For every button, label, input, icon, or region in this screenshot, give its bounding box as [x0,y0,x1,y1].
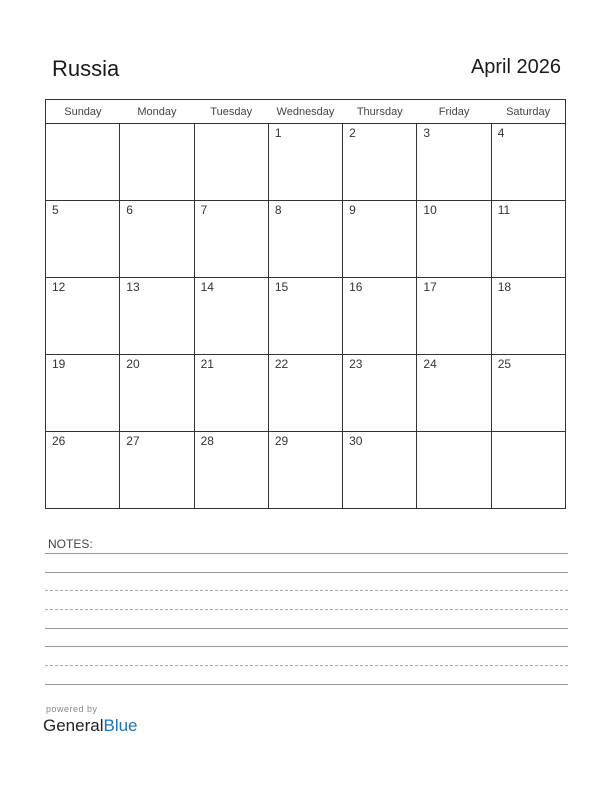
day-cell [46,278,120,355]
note-line [45,572,568,573]
notes-label: NOTES: [48,537,93,551]
day-number [46,124,119,142]
week-row [46,278,566,355]
day-cell [46,432,120,509]
day-number: 9 [349,203,356,217]
day-cell [343,432,417,509]
day-number [120,124,193,142]
day-number: 19 [52,357,66,371]
note-line [45,684,568,685]
day-number: 11 [497,203,511,217]
day-cell [120,355,194,432]
day-cell [194,201,268,278]
day-cell [417,432,491,509]
week-row [46,355,566,432]
day-number: 27 [126,434,140,448]
calendar-grid [45,99,566,509]
week-row [46,124,566,201]
month-title: April 2026 [470,56,561,78]
day-number: 10 [423,203,437,217]
day-number: 2 [349,126,356,140]
day-cell [268,201,342,278]
day-number: 23 [349,357,363,371]
day-cell [194,432,268,509]
generalblue-logo [43,716,138,736]
day-number: 18 [497,280,512,294]
day-cell [491,432,565,509]
day-cell [120,432,194,509]
day-number: 21 [200,357,214,371]
day-cell [417,278,491,355]
note-line [45,609,568,610]
day-cell [268,124,342,201]
day-number: 12 [52,280,66,294]
day-number: 8 [274,203,282,217]
week-row [46,432,566,509]
day-number [417,432,490,450]
day-number: 29 [274,434,289,448]
day-cell [491,124,565,201]
day-number: 28 [200,434,214,448]
day-cell [343,355,417,432]
weekday-header-row [46,100,566,124]
day-cell [46,124,120,201]
day-cell [343,278,417,355]
brand-blue: Blue [103,716,138,735]
day-number: 1 [274,126,282,140]
day-number: 25 [497,357,512,371]
note-line [45,590,568,591]
day-number: 3 [423,126,431,140]
powered-by-text: powered by [46,704,98,714]
day-cell [268,355,342,432]
day-cell [417,201,491,278]
day-cell [343,124,417,201]
brand-general: General [43,716,104,735]
note-line [45,646,568,647]
day-cell [120,201,194,278]
weekday-wednesday: Wednesday [268,100,342,124]
day-number: 14 [200,280,214,294]
day-cell [417,355,491,432]
day-number: 20 [126,357,140,371]
day-number: 30 [349,434,363,448]
day-number: 5 [52,203,59,217]
day-number: 15 [274,280,289,294]
day-number: 7 [200,203,208,217]
day-number: 26 [52,434,66,448]
day-cell [46,355,120,432]
day-number: 17 [423,280,437,294]
day-number [492,432,565,450]
weekday-thursday: Thursday [343,100,417,124]
day-cell [417,124,491,201]
day-cell [194,278,268,355]
day-number: 16 [349,280,363,294]
day-cell [194,124,268,201]
day-cell [120,278,194,355]
note-line [45,665,568,666]
week-row [46,201,566,278]
day-cell [46,201,120,278]
weekday-monday: Monday [120,100,194,124]
weekday-saturday: Saturday [491,100,565,124]
day-cell [343,201,417,278]
note-line [45,553,568,554]
day-cell [491,355,565,432]
day-cell [120,124,194,201]
day-number [195,124,268,142]
day-cell [491,201,565,278]
day-number: 4 [497,126,505,140]
weekday-sunday: Sunday [46,100,120,124]
weekday-tuesday: Tuesday [194,100,268,124]
day-cell [268,432,342,509]
day-number: 13 [126,280,140,294]
day-cell [194,355,268,432]
weekday-friday: Friday [417,100,491,124]
day-cell [268,278,342,355]
note-line [45,628,568,629]
day-number: 24 [423,357,437,371]
country-title: Russia [52,56,120,81]
day-cell [491,278,565,355]
day-number: 6 [126,203,133,217]
day-number: 22 [274,357,289,371]
